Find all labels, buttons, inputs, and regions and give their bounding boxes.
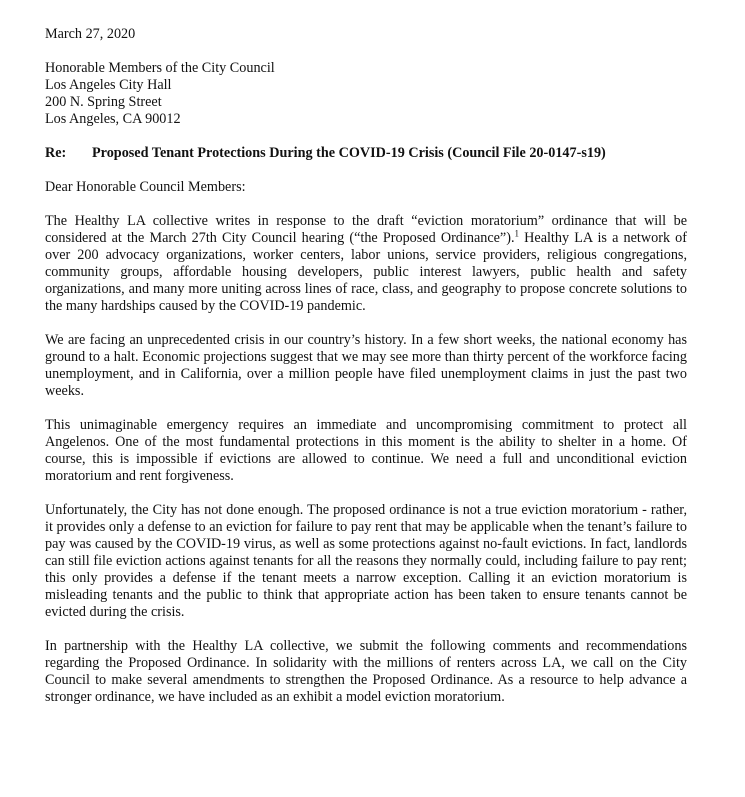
recipient-line: Los Angeles City Hall bbox=[45, 77, 172, 93]
recipient-line: Honorable Members of the City Council bbox=[45, 60, 275, 76]
paragraph-intro-end: Healthy LA is a network of over 200 advocacy organizations, worker centers, labor unions, service providers, religious congregations, community groups, affordable housing developers, public interest lawyers, public health and safety organizations, and many more uniting across lines of race, class, and geography to propose concrete solutions to the many hardships caused by the COVID-19 pandemic. bbox=[45, 230, 688, 314]
recipient-line: 200 N. Spring Street bbox=[45, 94, 162, 110]
paragraph-recommendations: In partnership with the Healthy LA collective, we submit the following comments and recommendations regarding the Proposed Ordinance. In solidarity with the millions of renters across LA, we call on the City Council to make several amendments to strengthen the Proposed Ordinance. As a resource to help advance a stronger ordinance, we have included as an exhibit a model eviction moratorium. bbox=[45, 638, 687, 705]
footnote-marker[interactable]: 1 bbox=[514, 228, 519, 239]
subject-label: Re: bbox=[45, 145, 67, 161]
recipient-address bbox=[45, 60, 687, 128]
paragraph-crisis: We are facing an unprecedented crisis in our country’s history. In a few short weeks, the national economy has ground to a halt. Economic projections suggest that we may see more than thirty percent of the workforce facing unemployment, and in California, over a million people have filed unemployment claims in just the past two weeks. bbox=[45, 332, 687, 399]
subject-line bbox=[45, 145, 687, 162]
recipient-line: Los Angeles, CA 90012 bbox=[45, 111, 181, 127]
paragraph-intro bbox=[45, 213, 687, 315]
paragraph-intro-start: The Healthy LA collective writes in response to the draft “eviction moratorium” ordinance that will be considered at the March 27th City Council hearing (“the Proposed Ordinance”). bbox=[45, 213, 687, 246]
letter-page bbox=[45, 26, 687, 723]
paragraph-emergency: This unimaginable emergency requires an immediate and uncompromising commitment to protect all Angelenos. One of the most fundamental protections in this moment is the ability to shelter in a home. Of course, this is impossible if evictions are allowed to continue. We need a full and unconditional eviction moratorium and rent forgiveness. bbox=[45, 417, 687, 484]
subject-text: Proposed Tenant Protections During the COVID-19 Crisis (Council File 20-0147-s19) bbox=[92, 145, 606, 161]
salutation: Dear Honorable Council Members: bbox=[45, 179, 246, 195]
letter-date: March 27, 2020 bbox=[45, 26, 136, 42]
paragraph-critique: Unfortunately, the City has not done enough. The proposed ordinance is not a true eviction moratorium - rather, it provides only a defense to an eviction for failure to pay rent that may be applicable when the tenant’s failure to pay was caused by the COVID-19 virus, as well as some protections against no-fault evictions. In fact, landlords can still file eviction actions against tenants for all the reasons they normally could, including failure to pay rent; this only provides a defense if the tenant meets a narrow exception. Calling it an eviction moratorium is misleading tenants and the public to think that appropriate action has been taken to ensure tenants cannot be evicted during the crisis. bbox=[45, 502, 687, 620]
